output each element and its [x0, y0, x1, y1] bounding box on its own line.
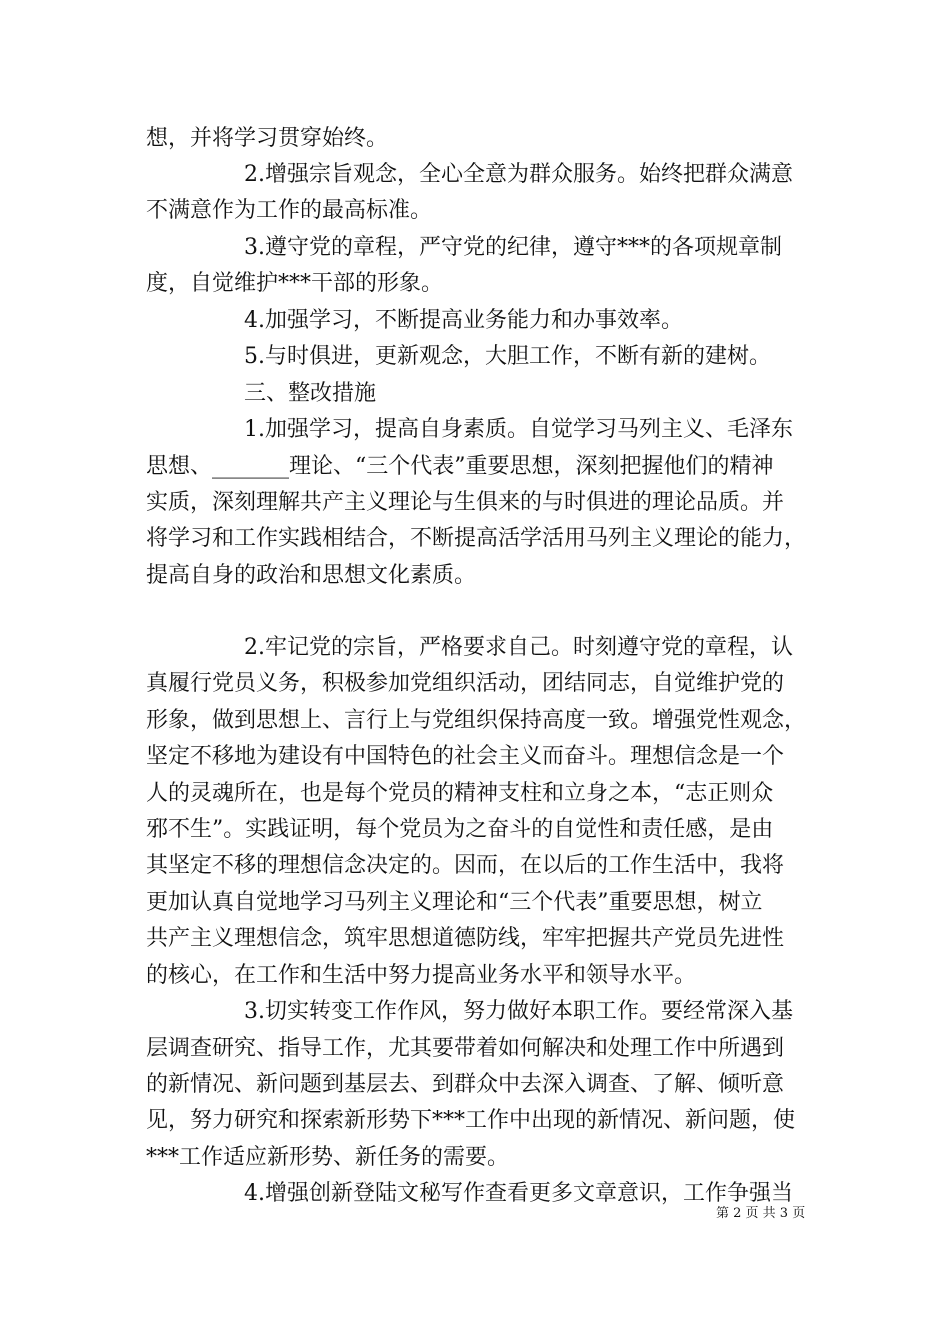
text-line: ***工作适应新形势、新任务的需要。 [146, 1145, 510, 1170]
text-line: 想，并将学习贯穿始终。 [146, 126, 389, 151]
text-line: 其坚定不移的理想信念决定的。因而，在以后的工作生活中，我将 [146, 853, 785, 878]
text-line: 层调查研究、指导工作，尤其要带着如何解决和处理工作中所遇到 [146, 1036, 785, 1061]
text-line: 实质，深刻理解共产主义理论与生俱来的与时俱进的理论品质。并 [146, 490, 785, 515]
text-line: 更加认真自觉地学习马列主义理论和“三个代表”重要思想，树立 [146, 890, 763, 915]
text-line: 的核心，在工作和生活中努力提高业务水平和领导水平。 [146, 963, 697, 988]
text-line: 人的灵魂所在，也是每个党员的精神支柱和立身之本，“志正则众 [146, 781, 774, 806]
text-line: 3.遵守党的章程，严守党的纪律，遵守***的各项规章制 [244, 235, 782, 260]
text-line: 邪不生”。实践证明，每个党员为之奋斗的自觉性和责任感，是由 [146, 817, 774, 842]
text-line: 不满意作为工作的最高标准。 [146, 198, 433, 223]
text-line: 思想、_______理论、“三个代表”重要思想，深刻把握他们的精神 [146, 454, 774, 479]
text-line: 2.牢记党的宗旨，严格要求自己。时刻遵守党的章程，认 [244, 635, 793, 660]
text-line: 5.与时俱进，更新观念，大胆工作，不断有新的建树。 [244, 344, 771, 369]
text-line: 共产主义理想信念，筑牢思想道德防线，牢牢把握共产党员先进性 [146, 926, 785, 951]
text-line: 真履行党员义务，积极参加党组织活动，团结同志，自觉维护党的 [146, 671, 785, 696]
text-line: 度，自觉维护***干部的形象。 [146, 271, 444, 296]
section-heading: 三、整改措施 [244, 381, 377, 406]
text-line: 形象，做到思想上、言行上与党组织保持高度一致。增强党性观念， [146, 708, 807, 733]
text-line: 将学习和工作实践相结合，不断提高活学活用马列主义理论的能力， [146, 526, 807, 551]
text-line: 见，努力研究和探索新形势下***工作中出现的新情况、新问题，使 [146, 1108, 796, 1133]
text-line: 2.增强宗旨观念，全心全意为群众服务。始终把群众满意 [244, 162, 793, 187]
text-line: 1.加强学习，提高自身素质。自觉学习马列主义、毛泽东 [244, 417, 793, 442]
text-line: 提高自身的政治和思想文化素质。 [146, 563, 477, 588]
text-line: 4.增强创新登陆文秘写作查看更多文章意识，工作争强当 [244, 1181, 793, 1206]
text-line: 3.切实转变工作作风，努力做好本职工作。要经常深入基 [244, 999, 793, 1024]
text-line: 的新情况、新问题到基层去、到群众中去深入调查、了解、倾听意 [146, 1072, 785, 1097]
text-line: 4.加强学习，不断提高业务能力和办事效率。 [244, 308, 683, 333]
page-number-footer: 第 2 页 共 3 页 [716, 1206, 806, 1221]
text-line: 坚定不移地为建设有中国特色的社会主义而奋斗。理想信念是一个 [146, 744, 785, 769]
